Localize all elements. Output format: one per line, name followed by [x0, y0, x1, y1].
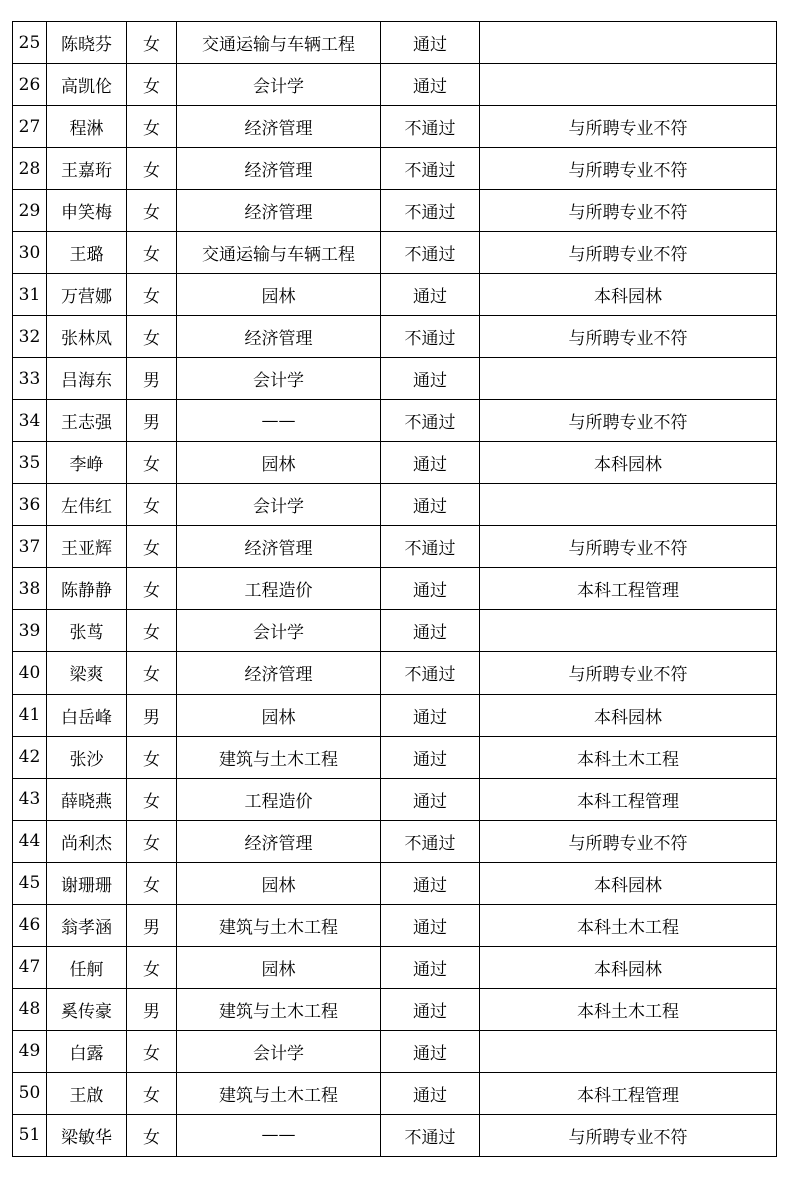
- table-row: [13, 400, 777, 442]
- note-cell: 本科土木工程: [480, 988, 777, 1030]
- major-cell: 会计学: [177, 64, 381, 106]
- note-cell: 与所聘专业不符: [480, 652, 777, 694]
- name-cell: 左伟红: [47, 484, 127, 526]
- row-number-cell: 34: [13, 400, 47, 442]
- row-number-cell: 45: [13, 862, 47, 904]
- table-row: [13, 778, 777, 820]
- gender-cell: 女: [127, 652, 177, 694]
- row-number-cell: 31: [13, 274, 47, 316]
- name-cell: 陈静静: [47, 568, 127, 610]
- gender-cell: 男: [127, 904, 177, 946]
- name-cell: 尚利杰: [47, 820, 127, 862]
- major-cell: 园林: [177, 694, 381, 736]
- table-row: [13, 904, 777, 946]
- row-number-cell: 36: [13, 484, 47, 526]
- result-cell: 通过: [381, 484, 480, 526]
- gender-cell: 女: [127, 820, 177, 862]
- name-cell: 梁爽: [47, 652, 127, 694]
- note-cell: [480, 358, 777, 400]
- result-cell: 通过: [381, 358, 480, 400]
- row-number-cell: 35: [13, 442, 47, 484]
- major-cell: 经济管理: [177, 190, 381, 232]
- result-cell: 不通过: [381, 232, 480, 274]
- name-cell: 白岳峰: [47, 694, 127, 736]
- row-number-cell: 37: [13, 526, 47, 568]
- note-cell: [480, 484, 777, 526]
- row-number-cell: 51: [13, 1114, 47, 1156]
- table-row: [13, 64, 777, 106]
- major-cell: 会计学: [177, 484, 381, 526]
- table-row: [13, 442, 777, 484]
- name-cell: 王志强: [47, 400, 127, 442]
- gender-cell: 女: [127, 442, 177, 484]
- table-row: [13, 652, 777, 694]
- note-cell: 本科工程管理: [480, 778, 777, 820]
- note-cell: 本科土木工程: [480, 736, 777, 778]
- gender-cell: 男: [127, 358, 177, 400]
- row-number-cell: 29: [13, 190, 47, 232]
- major-cell: 交通运输与车辆工程: [177, 22, 381, 64]
- result-cell: 通过: [381, 1030, 480, 1072]
- name-cell: 王啟: [47, 1072, 127, 1114]
- name-cell: 张茑: [47, 610, 127, 652]
- result-cell: 通过: [381, 610, 480, 652]
- table-row: [13, 1030, 777, 1072]
- result-cell: 通过: [381, 946, 480, 988]
- note-cell: 与所聘专业不符: [480, 820, 777, 862]
- table-row: [13, 610, 777, 652]
- major-cell: 建筑与土木工程: [177, 736, 381, 778]
- name-cell: 万营娜: [47, 274, 127, 316]
- row-number-cell: 42: [13, 736, 47, 778]
- table-row: [13, 484, 777, 526]
- major-cell: 经济管理: [177, 820, 381, 862]
- gender-cell: 女: [127, 106, 177, 148]
- note-cell: 与所聘专业不符: [480, 316, 777, 358]
- major-cell: 会计学: [177, 610, 381, 652]
- note-cell: 本科工程管理: [480, 1072, 777, 1114]
- result-cell: 不通过: [381, 148, 480, 190]
- note-cell: [480, 1030, 777, 1072]
- name-cell: 张沙: [47, 736, 127, 778]
- name-cell: 谢珊珊: [47, 862, 127, 904]
- major-cell: ——: [177, 1114, 381, 1156]
- result-cell: 通过: [381, 694, 480, 736]
- row-number-cell: 50: [13, 1072, 47, 1114]
- name-cell: 王亚辉: [47, 526, 127, 568]
- gender-cell: 女: [127, 862, 177, 904]
- name-cell: 张林凤: [47, 316, 127, 358]
- major-cell: 园林: [177, 442, 381, 484]
- note-cell: 与所聘专业不符: [480, 148, 777, 190]
- note-cell: 本科工程管理: [480, 568, 777, 610]
- note-cell: [480, 22, 777, 64]
- result-cell: 通过: [381, 1072, 480, 1114]
- result-cell: 通过: [381, 568, 480, 610]
- major-cell: 园林: [177, 862, 381, 904]
- result-cell: 不通过: [381, 820, 480, 862]
- name-cell: 薛晓燕: [47, 778, 127, 820]
- table-row: [13, 946, 777, 988]
- result-cell: 通过: [381, 64, 480, 106]
- gender-cell: 女: [127, 232, 177, 274]
- table-row: [13, 316, 777, 358]
- gender-cell: 女: [127, 568, 177, 610]
- result-cell: 通过: [381, 778, 480, 820]
- result-cell: 通过: [381, 442, 480, 484]
- major-cell: 建筑与土木工程: [177, 1072, 381, 1114]
- gender-cell: 女: [127, 736, 177, 778]
- table-row: [13, 1072, 777, 1114]
- result-cell: 不通过: [381, 526, 480, 568]
- gender-cell: 男: [127, 988, 177, 1030]
- gender-cell: 男: [127, 400, 177, 442]
- row-number-cell: 41: [13, 694, 47, 736]
- note-cell: 本科土木工程: [480, 904, 777, 946]
- name-cell: 任舸: [47, 946, 127, 988]
- gender-cell: 女: [127, 190, 177, 232]
- result-cell: 通过: [381, 904, 480, 946]
- major-cell: 建筑与土木工程: [177, 904, 381, 946]
- major-cell: 园林: [177, 946, 381, 988]
- major-cell: 会计学: [177, 358, 381, 400]
- gender-cell: 女: [127, 778, 177, 820]
- row-number-cell: 26: [13, 64, 47, 106]
- result-cell: 不通过: [381, 190, 480, 232]
- note-cell: 本科园林: [480, 946, 777, 988]
- note-cell: [480, 64, 777, 106]
- note-cell: 与所聘专业不符: [480, 190, 777, 232]
- result-cell: 不通过: [381, 400, 480, 442]
- result-cell: 通过: [381, 862, 480, 904]
- gender-cell: 女: [127, 148, 177, 190]
- name-cell: 奚传豪: [47, 988, 127, 1030]
- table-row: [13, 232, 777, 274]
- row-number-cell: 38: [13, 568, 47, 610]
- result-cell: 不通过: [381, 106, 480, 148]
- gender-cell: 女: [127, 610, 177, 652]
- gender-cell: 男: [127, 694, 177, 736]
- row-number-cell: 39: [13, 610, 47, 652]
- name-cell: 梁敏华: [47, 1114, 127, 1156]
- table-row: [13, 148, 777, 190]
- row-number-cell: 28: [13, 148, 47, 190]
- major-cell: 工程造价: [177, 778, 381, 820]
- row-number-cell: 32: [13, 316, 47, 358]
- note-cell: 与所聘专业不符: [480, 1114, 777, 1156]
- document-page: [12, 21, 776, 1157]
- table-row: [13, 862, 777, 904]
- major-cell: 园林: [177, 274, 381, 316]
- note-cell: 与所聘专业不符: [480, 400, 777, 442]
- major-cell: 经济管理: [177, 148, 381, 190]
- gender-cell: 女: [127, 1030, 177, 1072]
- name-cell: 吕海东: [47, 358, 127, 400]
- major-cell: ——: [177, 400, 381, 442]
- result-cell: 不通过: [381, 1114, 480, 1156]
- name-cell: 翁孝涵: [47, 904, 127, 946]
- row-number-cell: 43: [13, 778, 47, 820]
- name-cell: 程淋: [47, 106, 127, 148]
- name-cell: 申笑梅: [47, 190, 127, 232]
- note-cell: 本科园林: [480, 274, 777, 316]
- row-number-cell: 27: [13, 106, 47, 148]
- gender-cell: 女: [127, 1072, 177, 1114]
- row-number-cell: 49: [13, 1030, 47, 1072]
- row-number-cell: 47: [13, 946, 47, 988]
- result-cell: 通过: [381, 22, 480, 64]
- row-number-cell: 48: [13, 988, 47, 1030]
- table-row: [13, 22, 777, 64]
- note-cell: [480, 610, 777, 652]
- major-cell: 经济管理: [177, 652, 381, 694]
- result-cell: 不通过: [381, 652, 480, 694]
- table-row: [13, 190, 777, 232]
- gender-cell: 女: [127, 274, 177, 316]
- gender-cell: 女: [127, 316, 177, 358]
- row-number-cell: 25: [13, 22, 47, 64]
- table-row: [13, 694, 777, 736]
- row-number-cell: 30: [13, 232, 47, 274]
- table-row: [13, 568, 777, 610]
- gender-cell: 女: [127, 22, 177, 64]
- gender-cell: 女: [127, 1114, 177, 1156]
- table-row: [13, 526, 777, 568]
- table-row: [13, 274, 777, 316]
- note-cell: 本科园林: [480, 694, 777, 736]
- row-number-cell: 33: [13, 358, 47, 400]
- major-cell: 交通运输与车辆工程: [177, 232, 381, 274]
- major-cell: 经济管理: [177, 526, 381, 568]
- name-cell: 王璐: [47, 232, 127, 274]
- table-row: [13, 820, 777, 862]
- name-cell: 王嘉珩: [47, 148, 127, 190]
- result-cell: 通过: [381, 988, 480, 1030]
- table-row: [13, 988, 777, 1030]
- row-number-cell: 40: [13, 652, 47, 694]
- row-number-cell: 44: [13, 820, 47, 862]
- major-cell: 经济管理: [177, 106, 381, 148]
- gender-cell: 女: [127, 946, 177, 988]
- name-cell: 白露: [47, 1030, 127, 1072]
- gender-cell: 女: [127, 64, 177, 106]
- note-cell: 本科园林: [480, 862, 777, 904]
- name-cell: 陈晓芬: [47, 22, 127, 64]
- result-cell: 通过: [381, 274, 480, 316]
- result-cell: 通过: [381, 736, 480, 778]
- table-body: [13, 22, 777, 1157]
- note-cell: 与所聘专业不符: [480, 232, 777, 274]
- name-cell: 李峥: [47, 442, 127, 484]
- major-cell: 经济管理: [177, 316, 381, 358]
- review-results-table: [12, 21, 777, 1157]
- table-row: [13, 106, 777, 148]
- note-cell: 与所聘专业不符: [480, 526, 777, 568]
- gender-cell: 女: [127, 484, 177, 526]
- row-number-cell: 46: [13, 904, 47, 946]
- major-cell: 建筑与土木工程: [177, 988, 381, 1030]
- result-cell: 不通过: [381, 316, 480, 358]
- table-row: [13, 1114, 777, 1156]
- major-cell: 会计学: [177, 1030, 381, 1072]
- table-row: [13, 736, 777, 778]
- note-cell: 与所聘专业不符: [480, 106, 777, 148]
- major-cell: 工程造价: [177, 568, 381, 610]
- gender-cell: 女: [127, 526, 177, 568]
- table-row: [13, 358, 777, 400]
- note-cell: 本科园林: [480, 442, 777, 484]
- name-cell: 高凯伦: [47, 64, 127, 106]
